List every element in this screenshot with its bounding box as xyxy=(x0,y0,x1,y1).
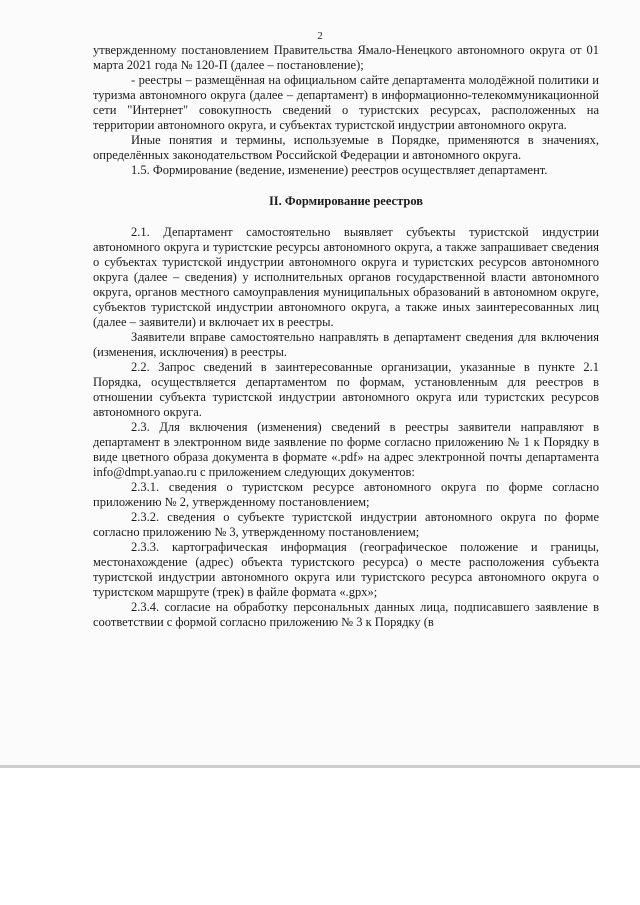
paragraph: 2.3. Для включения (изменения) сведений в реестры заявители направляют в департамент в электронном виде заявление по форме согласно приложению № 1 к Порядку в виде цветного образа документа в формате «.pdf» на адрес электронной почты департамента info@dmpt.yanao.ru с приложением следующих документов: xyxy=(93,420,599,479)
document-body xyxy=(93,43,599,630)
paragraph: 2.3.4. согласие на обработку персональных данных лица, подписавшего заявление в соответствии с формой согласно приложению № 3 к Порядку (в xyxy=(93,600,599,629)
section-heading: II. Формирование реестров xyxy=(268,194,424,208)
paragraph: 1.5. Формирование (ведение, изменение) реестров осуществляет департамент. xyxy=(131,163,548,177)
paragraph: Иные понятия и термины, используемые в Порядке, применяются в значениях, определённых законодательством Российской Федерации и автономного округа. xyxy=(93,133,599,162)
paragraph: утвержденному постановлением Правительства Ямало-Ненецкого автономного округа от 01 марта 2021 года № 120-П (далее – постановление); xyxy=(93,43,599,72)
paragraph: Заявители вправе самостоятельно направлять в департамент сведения для включения (изменения, исключения) в реестры. xyxy=(93,330,599,359)
paragraph: 2.1. Департамент самостоятельно выявляет субъекты туристской индустрии автономного округа и туристские ресурсы автономного округа, а также запрашивает сведения о субъектах туристской индустрии автономного округа и туристских ресурсов автономного округа (далее – сведения) у исполнительных органов государственной власти автономного округа, органов местного самоуправления муниципальных образований в автономном округе, субъектов туристской индустрии автономного округа, а также иных заинтересованных лиц (далее – заявители) и включает их в реестры. xyxy=(93,225,599,329)
paragraph: 2.3.1. сведения о туристском ресурсе автономного округа по форме согласно приложению № 2, утвержденному постановлением; xyxy=(93,480,599,509)
paragraph: - реестры – размещённая на официальном сайте департамента молодёжной политики и туризма автономного округа (далее – департамент) в информационно-телекоммуникационной сети "Интернет" совокупность сведений о туристских ресурсах, расположенных на территории автономного округа, и субъектах туристской индустрии автономного округа. xyxy=(93,73,599,132)
paragraph: 2.2. Запрос сведений в заинтересованные организации, указанные в пункте 2.1 Порядка, осуществляется департаментом по формам, установленным для реестров в отношении субъекта туристской индустрии автономного округа или туристских ресурсов автономного округа. xyxy=(93,360,599,419)
blank-area xyxy=(0,771,640,905)
paragraph: 2.3.3. картографическая информация (географическое положение и границы, местонахождение (адрес) объекта туристского ресурса) о месте расположения субъекта туристской индустрии автономного округа или туристского ресурса автономного округа о туристском маршруте (трек) в файле формата «.gpx»; xyxy=(93,540,599,599)
page-number: 2 xyxy=(317,30,323,42)
paragraph: 2.3.2. сведения о субъекте туристской индустрии автономного округа по форме согласно приложению № 3, утвержденному постановлением; xyxy=(93,510,599,539)
